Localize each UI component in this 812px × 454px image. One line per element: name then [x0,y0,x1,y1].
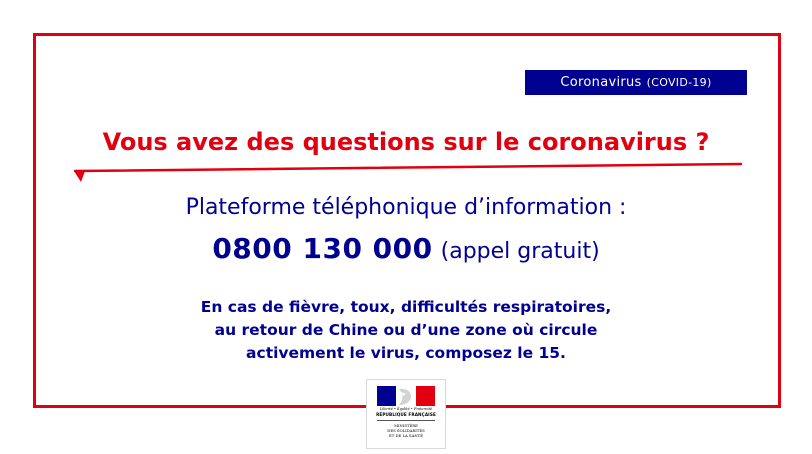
advice-line-1: En cas de fièvre, toux, difficultés respiratoires, [200,298,612,316]
subtitle: Plateforme téléphonique d’information : [185,195,627,220]
ministry-logo [366,379,446,449]
badge-label-small: (COVID-19) [646,76,712,89]
logo-motto: Liberté • Égalité • Fraternité [379,407,433,411]
logo-ministry [367,423,445,438]
logo-divider [377,420,435,421]
advice-line-3: activement le virus, composez le 15. [246,344,566,362]
marianne-flag-icon [377,386,435,406]
speech-bubble-tail [74,171,85,182]
phone-line [0,232,812,265]
badge-label: Coronavirus [560,75,642,90]
logo-republic: RÉPUBLIQUE FRANÇAISE [376,412,436,417]
logo-ministry-line-3: ET DE LA SANTÉ [389,433,423,438]
advice-text [0,296,812,365]
logo-ministry-line-2: DES SOLIDARITÉS [387,428,425,433]
advice-line-2: au retour de Chine ou d’une zone où circule [214,321,598,339]
headline: Vous avez des questions sur le coronavirus ? [102,128,710,156]
phone-number: 0800 130 000 [212,232,433,265]
logo-ministry-line-1: MINISTÈRE [394,423,418,428]
phone-note: (appel gratuit) [440,239,600,264]
